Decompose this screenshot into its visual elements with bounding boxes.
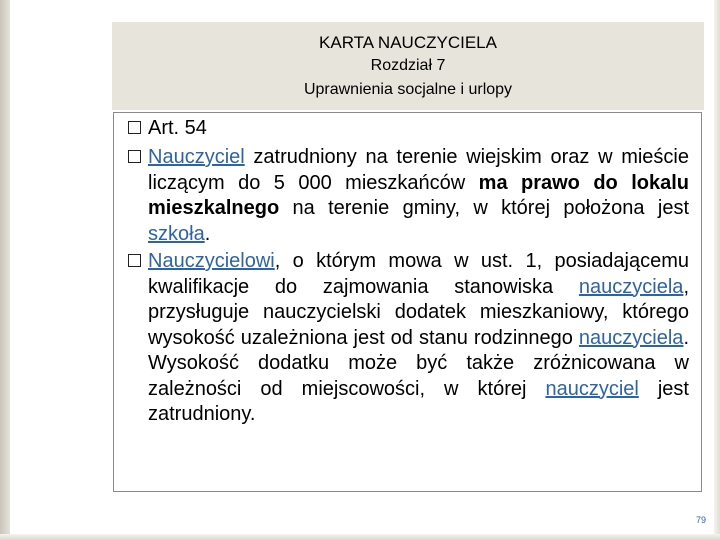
link-nauczyciel[interactable]: Nauczyciel [148,146,245,168]
checkbox-bullet-icon [128,254,141,267]
slide-title: KARTA NAUCZYCIELA [319,33,497,52]
bottom-edge-decoration [0,534,720,540]
paragraph-2-text-3: . Wysokość dodatku może być także zróżnicowana w zależności od miejscowości, w której [148,326,689,400]
link-nauczyciel-2[interactable]: nauczyciel [545,377,639,400]
link-szkola[interactable]: szkoła [148,222,205,245]
left-edge-decoration [0,0,10,540]
right-edge-decoration [714,0,720,540]
link-nauczyciela-2[interactable]: nauczyciela [578,326,684,349]
paragraph-2-end: jest zatrudniony. [148,377,689,425]
page-number: 79 [695,515,706,525]
article-label: Art. 54 [148,117,207,139]
chapter-label: Rozdział 7 [370,57,446,74]
chapter-subtitle: Uprawnienia socjalne i urlopy [303,81,513,98]
paragraph-2 [148,249,689,428]
checkbox-bullet-icon [128,150,141,163]
paragraph-1 [148,145,689,247]
paragraph-1-end: . [204,222,211,245]
article-heading [148,116,689,142]
link-nauczyciela[interactable]: nauczyciela [578,275,684,298]
paragraph-1-text-2: na terenie gminy, w której położona jest [279,197,689,219]
paragraph-2-text-2: , przysługuje nauczycielski dodatek mieszkaniowy, którego wysokość uzależniona jest od stanu rodzinnego [148,275,689,349]
paragraph-1-bold: ma prawo do lokalu mieszkalnego [148,171,690,219]
title-band [112,22,704,110]
checkbox-bullet-icon [128,121,141,134]
paragraph-2-text: , o którym mowa w ust. 1, posiadającemu kwalifikacje do zajmowania stanowiska [148,250,689,298]
link-nauczycielowi[interactable]: Nauczycielowi [148,250,275,272]
paragraph-1-text: zatrudniony na terenie wiejskim oraz w mieście liczącym do 5 000 mieszkańców [148,146,689,194]
